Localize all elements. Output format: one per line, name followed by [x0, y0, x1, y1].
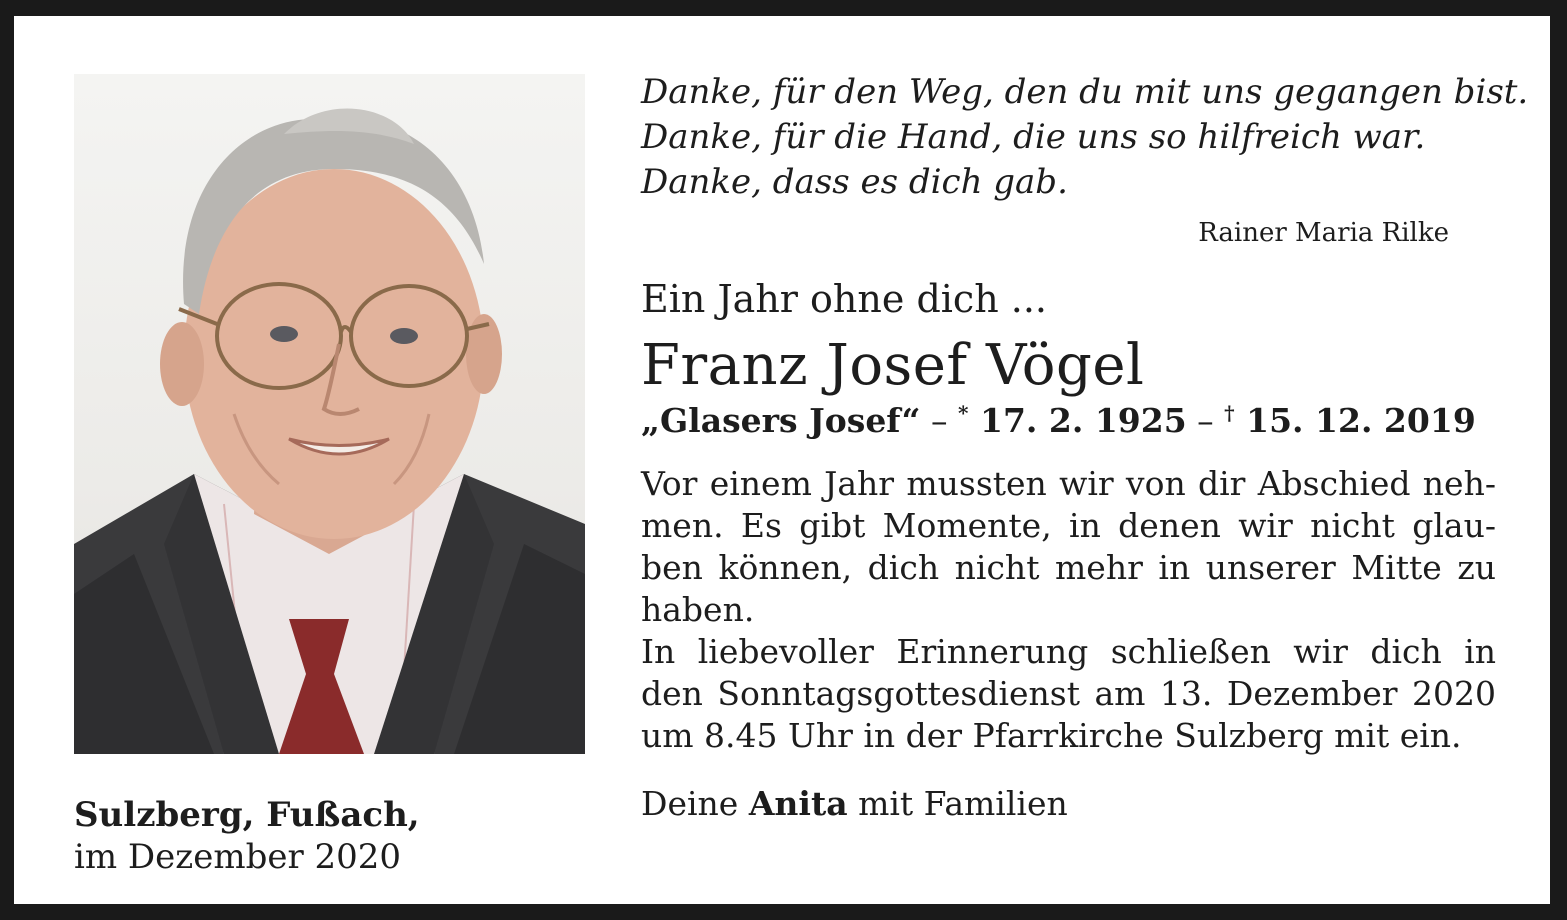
quote-line: Danke, für die Hand, die uns so hilfreich war. — [641, 117, 1426, 157]
life-dates — [641, 401, 1501, 441]
place-date: im Dezember 2020 — [74, 837, 402, 877]
death-date: 15. 12. 2019 — [1234, 401, 1476, 440]
body-text — [641, 463, 1496, 757]
signoff-prefix: Deine — [641, 784, 749, 823]
deceased-name: Franz Josef Vögel — [641, 333, 1145, 398]
obituary-card — [14, 16, 1550, 904]
body-line: den Sonntagsgottesdienst am 13. Dezember 2020 — [641, 674, 1496, 713]
place-location: Sulzberg, Fußach, — [74, 795, 420, 835]
body-line: ben können, dich nicht mehr in unserer Mitte zu — [641, 548, 1496, 587]
quote-author: Rainer Maria Rilke — [1198, 218, 1449, 248]
nickname: „Glasers Josef“ — [641, 401, 921, 440]
dash-separator: – — [1186, 401, 1225, 440]
portrait-photo — [74, 74, 585, 754]
body-line: men. Es gibt Momente, in denen wir nicht glau- — [641, 506, 1496, 545]
quote-line: Danke, für den Weg, den du mit uns gegangen bist. — [641, 72, 1529, 112]
death-symbol: † — [1224, 401, 1235, 425]
body-line: haben. — [641, 590, 755, 629]
signoff-suffix: mit Familien — [847, 784, 1068, 823]
body-line: Vor einem Jahr mussten wir von dir Abschied neh- — [641, 464, 1496, 503]
birth-date: 17. 2. 1925 — [968, 401, 1187, 440]
rilke-quote — [641, 70, 1529, 205]
quote-line: Danke, dass es dich gab. — [641, 162, 1068, 202]
obituary-text — [641, 70, 1529, 825]
intro-heading: Ein Jahr ohne dich ... — [641, 277, 1047, 321]
dash-separator: – — [920, 401, 959, 440]
place-and-date — [74, 794, 420, 878]
signoff-name: Anita — [748, 784, 848, 823]
body-line: um 8.45 Uhr in der Pfarrkirche Sulzberg mit ein. — [641, 716, 1462, 755]
body-line: In liebevoller Erinnerung schließen wir dich in — [641, 632, 1496, 671]
signoff — [641, 783, 1501, 825]
birth-symbol: * — [958, 401, 969, 425]
